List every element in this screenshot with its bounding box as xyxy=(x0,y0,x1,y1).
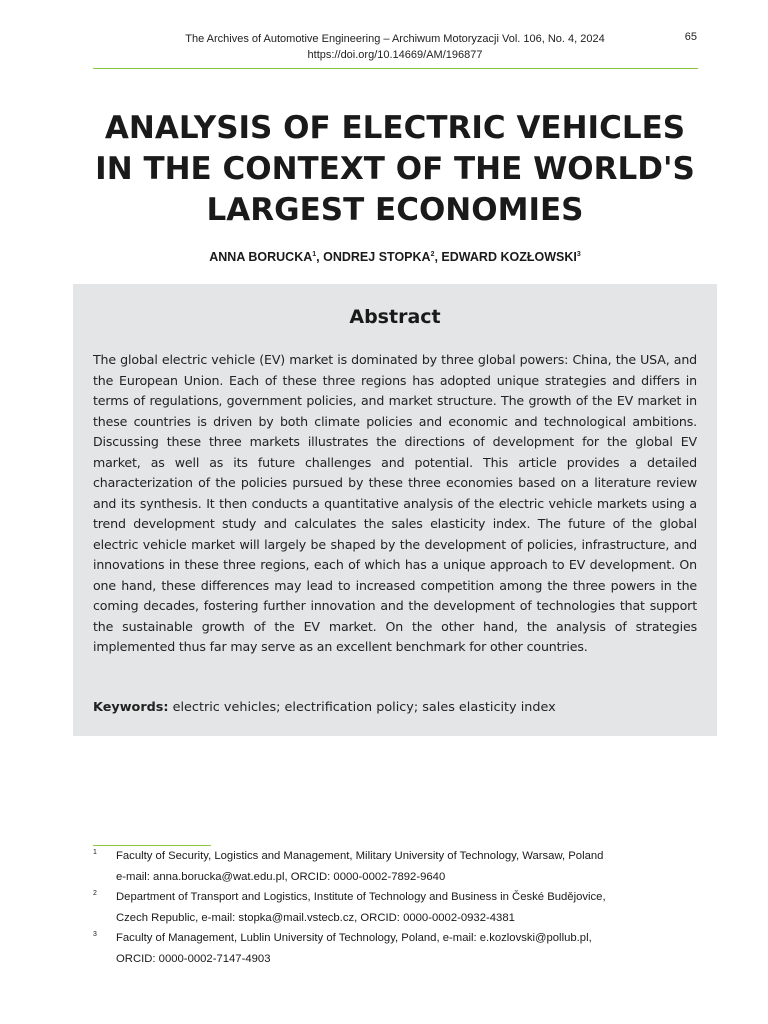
footnote xyxy=(93,928,713,969)
footnote xyxy=(93,846,713,887)
footnote-text: ORCID: 0000-0002-7147-4903 xyxy=(116,952,271,965)
footnote-text: Department of Transport and Logistics, Institute of Technology and Business in České Budějovice, xyxy=(116,891,606,903)
author-list xyxy=(93,250,697,264)
keywords xyxy=(93,700,697,715)
footnote-number: 3 xyxy=(93,931,97,938)
keywords-label: Keywords: xyxy=(93,700,169,715)
author-separator: , xyxy=(316,250,324,264)
title-line: IN THE CONTEXT OF THE WORLD'S xyxy=(95,151,695,187)
abstract-panel xyxy=(73,284,717,736)
author-name: ANNA BORUCKA xyxy=(209,250,313,264)
page-number: 65 xyxy=(684,31,697,43)
title-line: ANALYSIS OF ELECTRIC VEHICLES xyxy=(104,110,686,146)
affiliation-marker: 1 xyxy=(312,250,317,258)
affiliation-marker: 2 xyxy=(430,250,435,258)
footnote-text: Czech Republic, e-mail: stopka@mail.vstecb.cz, ORCID: 0000-0002-0932-4381 xyxy=(116,911,515,924)
title-line: LARGEST ECONOMIES xyxy=(206,192,584,228)
paper-title xyxy=(60,108,730,231)
footnote-text: e-mail: anna.borucka@wat.edu.pl, ORCID: 0000-0002-7892-9640 xyxy=(116,870,446,883)
footnotes xyxy=(93,846,713,969)
footnote xyxy=(93,887,713,928)
footnote-text: Faculty of Security, Logistics and Management, Military University of Technology, Warsaw, Poland xyxy=(116,850,604,862)
abstract-heading: Abstract xyxy=(349,306,441,328)
footnote-number: 2 xyxy=(93,890,97,897)
affiliation-marker: 3 xyxy=(576,250,581,258)
footnote-text: Faculty of Management, Lublin University of Technology, Poland, e-mail: e.kozlovski@pollub.pl, xyxy=(116,932,592,944)
journal-citation: The Archives of Automotive Engineering – Archiwum Motoryzacji Vol. 106, No. 4, 2024 xyxy=(185,33,605,45)
abstract-body: The global electric vehicle (EV) market is dominated by three global powers: China, the USA, and the European Union. Each of these three regions has adopted unique strategies and differs in terms of regulations, government policies, and market structure. The growth of the EV market in these countries is driven by both climate policies and economic and technological ambitions. Discussing these three markets illustrates the directions of development for the global EV market, as well as its future challenges and potential. This article provides a detailed characterization of the policies pursued by these three economies based on a literature review and its synthesis. It then conducts a quantitative analysis of the electric vehicle markets using a trend development study and calculates the sales elasticity index. The future of the global electric vehicle market will largely be shaped by the development of policies, infrastructure, and innovations in these three regions, each of which has a unique approach to EV development. On one hand, these differences may lead to increased competition among the three powers in the coming decades, fostering further innovation and the development of technologies that support the sustainable growth of the EV market. On the other hand, the analysis of strategies implemented thus far may serve as an excellent benchmark for other countries. xyxy=(93,352,697,654)
author-name: ONDREJ STOPKA xyxy=(323,250,431,264)
running-header xyxy=(93,31,697,63)
footnote-number: 1 xyxy=(93,849,97,856)
author-separator: , xyxy=(434,250,442,264)
doi-link[interactable]: https://doi.org/10.14669/AM/196877 xyxy=(307,49,483,61)
author-name: EDWARD KOZŁOWSKI xyxy=(441,250,577,264)
keywords-list: electric vehicles; electrification policy; sales elasticity index xyxy=(172,700,556,715)
header-divider xyxy=(93,68,698,69)
